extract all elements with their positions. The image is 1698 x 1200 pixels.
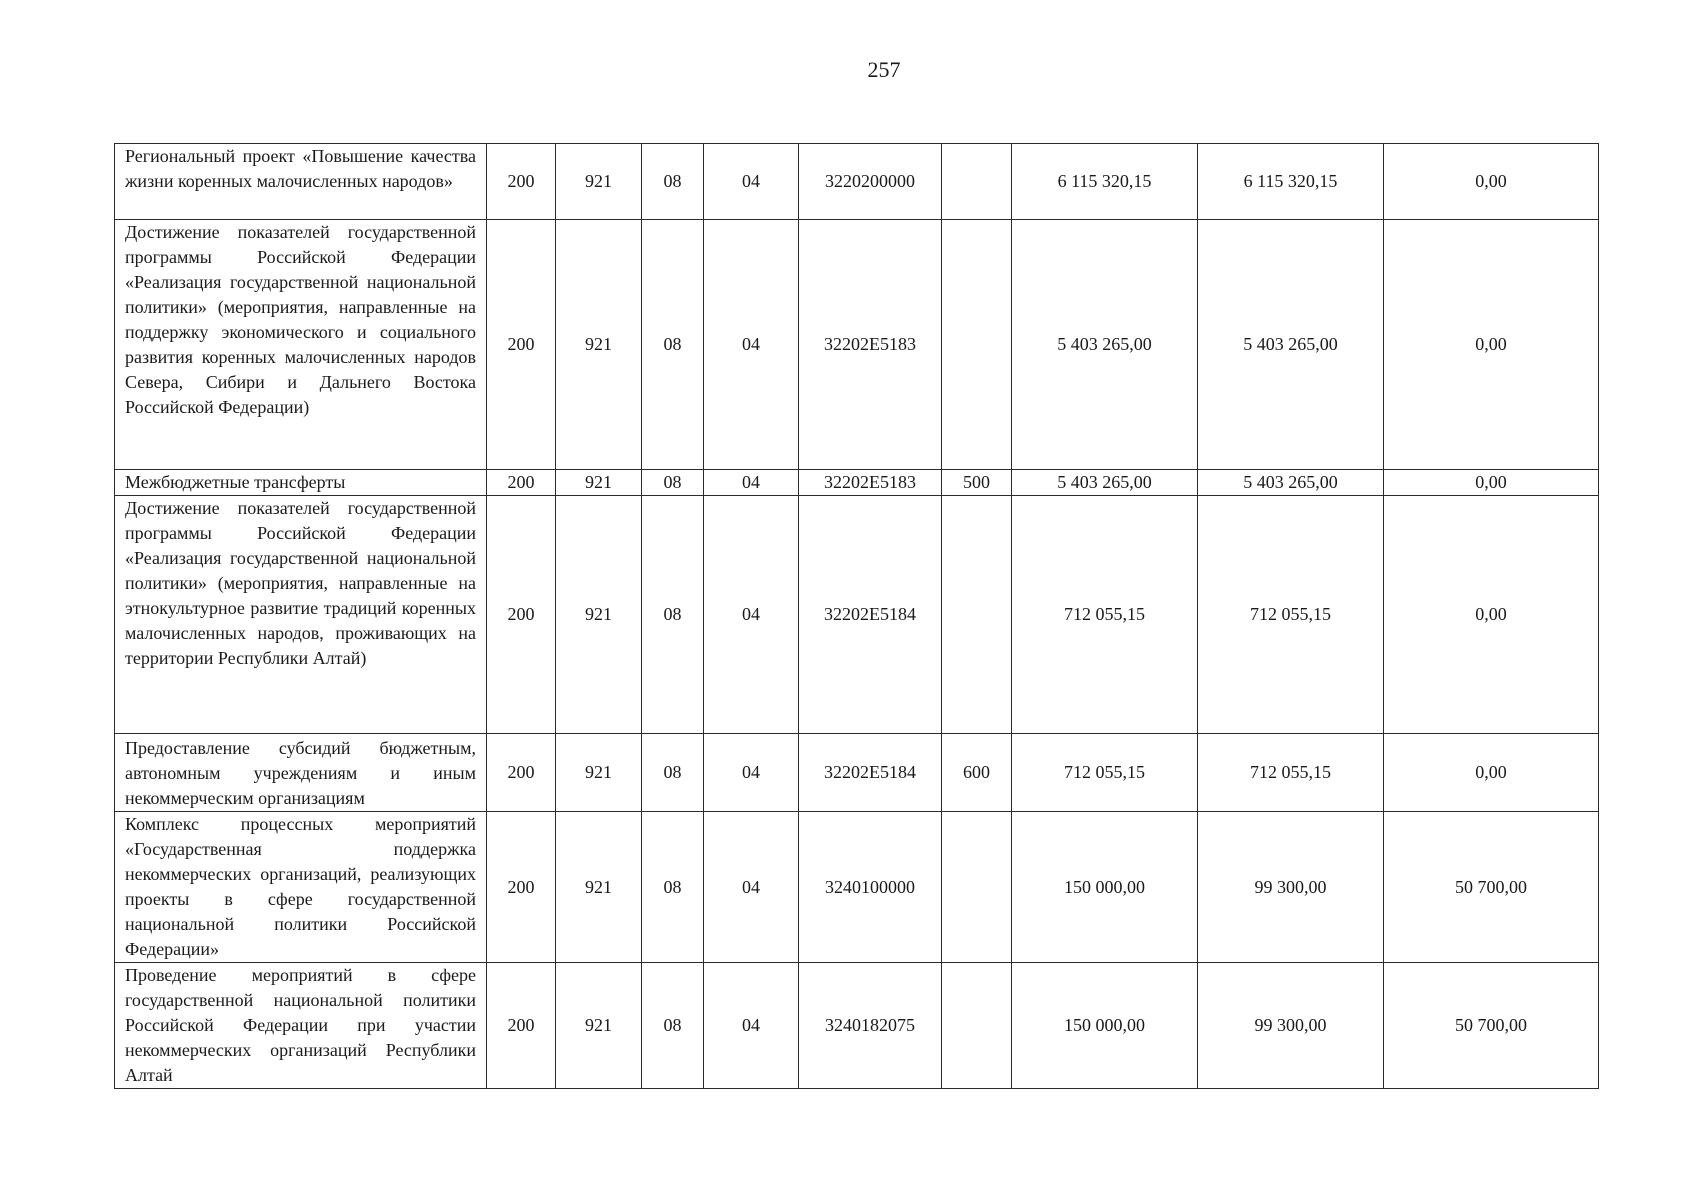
- sum2-cell: 5 403 265,00: [1198, 470, 1384, 496]
- sum2-cell: 99 300,00: [1198, 812, 1384, 963]
- sum2-cell: 6 115 320,15: [1198, 144, 1384, 220]
- sum3-cell: 50 700,00: [1384, 963, 1599, 1089]
- rz-cell: 08: [642, 963, 704, 1089]
- rz-cell: 08: [642, 220, 704, 470]
- sum1-cell: 712 055,15: [1012, 734, 1198, 812]
- table-row: [115, 812, 1599, 963]
- page-number: 257: [867, 57, 901, 82]
- csr-cell: 3220200000: [799, 144, 942, 220]
- gr-cell: 200: [487, 812, 556, 963]
- gr-cell: 200: [487, 144, 556, 220]
- sum1-cell: 5 403 265,00: [1012, 470, 1198, 496]
- ved-cell: 921: [556, 470, 642, 496]
- gr-cell: 200: [487, 734, 556, 812]
- rz-cell: 08: [642, 812, 704, 963]
- sum1-cell: 150 000,00: [1012, 963, 1198, 1089]
- csr-cell: 3240182075: [799, 963, 942, 1089]
- rz-cell: 08: [642, 470, 704, 496]
- sum3-cell: 0,00: [1384, 496, 1599, 734]
- row-name-cell: Региональный проект «Повышение качества жизни коренных малочисленных народов»: [115, 144, 487, 220]
- ved-cell: 921: [556, 144, 642, 220]
- row-name-cell: Достижение показателей государственной программы Российской Федерации «Реализация государственной национальной политики» (мероприятия, направленные на этнокультурное развитие традиций коренных малочисленных народов, проживающих на территории Республики Алтай): [115, 496, 487, 734]
- ved-cell: 921: [556, 963, 642, 1089]
- pr-cell: 04: [704, 496, 799, 734]
- vr-cell: 500: [942, 470, 1012, 496]
- vr-cell: 600: [942, 734, 1012, 812]
- row-name-cell: Межбюджетные трансферты: [115, 470, 487, 496]
- sum2-cell: 712 055,15: [1198, 496, 1384, 734]
- pr-cell: 04: [704, 963, 799, 1089]
- vr-cell: [942, 963, 1012, 1089]
- vr-cell: [942, 220, 1012, 470]
- sum2-cell: 99 300,00: [1198, 963, 1384, 1089]
- ved-cell: 921: [556, 812, 642, 963]
- csr-cell: 3240100000: [799, 812, 942, 963]
- row-name-cell: Проведение мероприятий в сфере государственной национальной политики Российской Федерации при участии некоммерческих организаций Республики Алтай: [115, 963, 487, 1089]
- gr-cell: 200: [487, 496, 556, 734]
- sum3-cell: 0,00: [1384, 144, 1599, 220]
- ved-cell: 921: [556, 220, 642, 470]
- vr-cell: [942, 496, 1012, 734]
- sum3-cell: 0,00: [1384, 470, 1599, 496]
- csr-cell: 32202Е5183: [799, 470, 942, 496]
- rz-cell: 08: [642, 734, 704, 812]
- vr-cell: [942, 144, 1012, 220]
- budget-table: [114, 143, 1599, 1089]
- table-row: [115, 144, 1599, 220]
- pr-cell: 04: [704, 812, 799, 963]
- gr-cell: 200: [487, 963, 556, 1089]
- table-row: [115, 734, 1599, 812]
- table-row: [115, 470, 1599, 496]
- ved-cell: 921: [556, 734, 642, 812]
- gr-cell: 200: [487, 470, 556, 496]
- row-name-cell: Комплекс процессных мероприятий «Государственная поддержка некоммерческих организаций, реализующих проекты в сфере государственной национальной политики Российской Федерации»: [115, 812, 487, 963]
- table-row: [115, 496, 1599, 734]
- rz-cell: 08: [642, 496, 704, 734]
- csr-cell: 32202Е5184: [799, 734, 942, 812]
- gr-cell: 200: [487, 220, 556, 470]
- sum1-cell: 712 055,15: [1012, 496, 1198, 734]
- sum2-cell: 712 055,15: [1198, 734, 1384, 812]
- pr-cell: 04: [704, 144, 799, 220]
- sum3-cell: 0,00: [1384, 734, 1599, 812]
- sum2-cell: 5 403 265,00: [1198, 220, 1384, 470]
- row-name-cell: Предоставление субсидий бюджетным, автономным учреждениям и иным некоммерческим организациям: [115, 734, 487, 812]
- table-row: [115, 220, 1599, 470]
- pr-cell: 04: [704, 470, 799, 496]
- csr-cell: 32202Е5184: [799, 496, 942, 734]
- rz-cell: 08: [642, 144, 704, 220]
- table-row: [115, 963, 1599, 1089]
- vr-cell: [942, 812, 1012, 963]
- sum1-cell: 6 115 320,15: [1012, 144, 1198, 220]
- pr-cell: 04: [704, 220, 799, 470]
- sum1-cell: 150 000,00: [1012, 812, 1198, 963]
- row-name-cell: Достижение показателей государственной программы Российской Федерации «Реализация государственной национальной политики» (мероприятия, направленные на поддержку экономического и социального развития коренных малочисленных народов Севера, Сибири и Дальнего Востока Российской Федерации): [115, 220, 487, 470]
- ved-cell: 921: [556, 496, 642, 734]
- sum3-cell: 50 700,00: [1384, 812, 1599, 963]
- sum1-cell: 5 403 265,00: [1012, 220, 1198, 470]
- sum3-cell: 0,00: [1384, 220, 1599, 470]
- pr-cell: 04: [704, 734, 799, 812]
- csr-cell: 32202Е5183: [799, 220, 942, 470]
